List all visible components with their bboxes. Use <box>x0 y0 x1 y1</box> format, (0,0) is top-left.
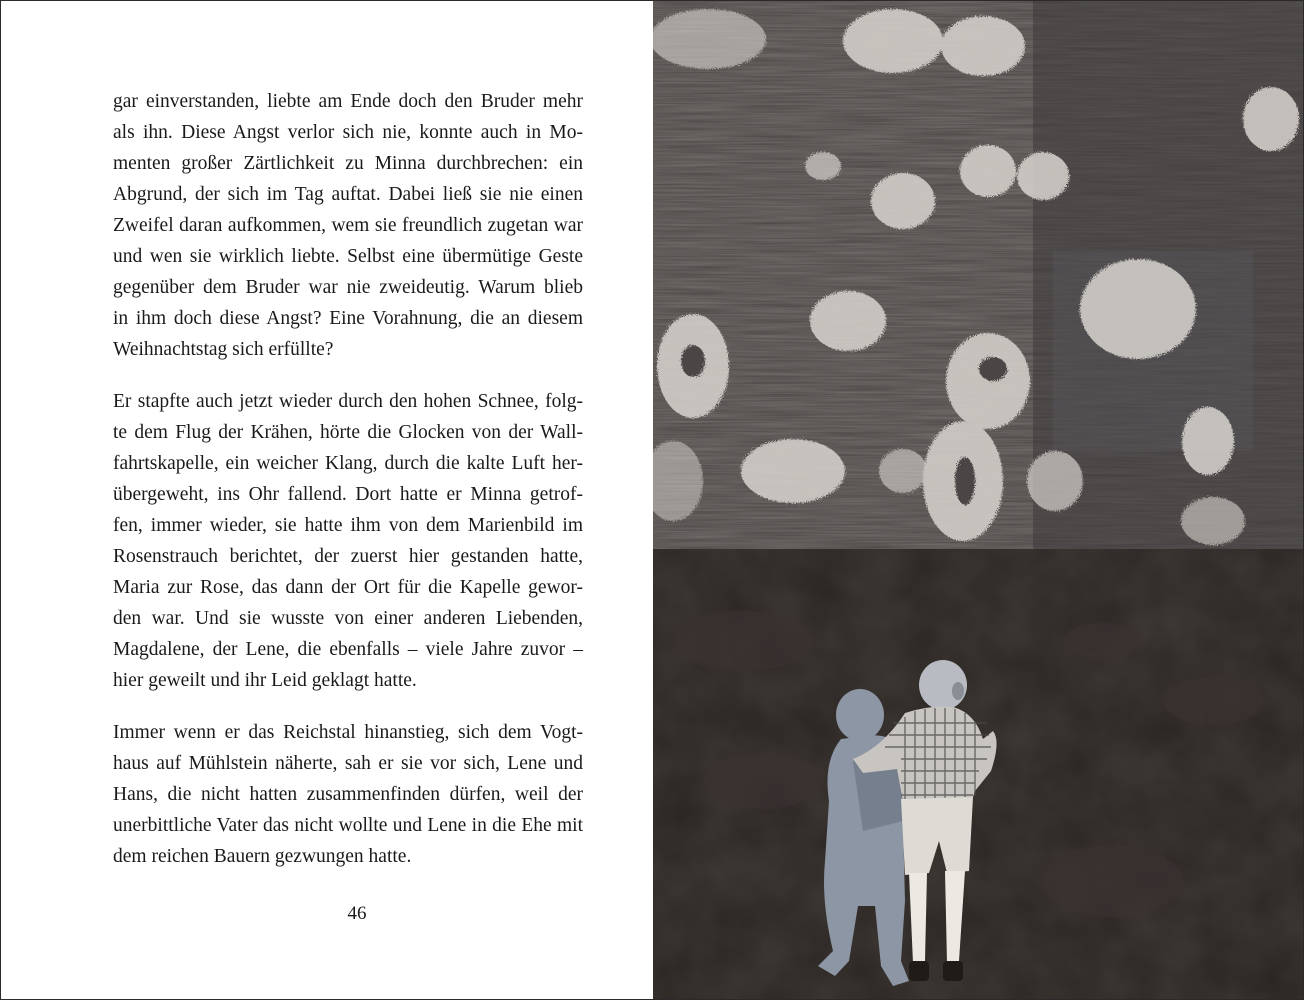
text-line: gegenüber dem Bruder war nie zweideutig. Warum blieb <box>113 277 583 298</box>
text-line: übergeweht, ins Ohr fallend. Dort hatte er Minna getrof- <box>113 484 583 505</box>
text-line: in ihm doch diese Angst? Eine Vorahnung, die an diesem <box>113 308 583 329</box>
text-line: Hans, die nicht hatten zusammenfinden dürfen, weil der <box>113 784 583 805</box>
text-line: Abgrund, der sich im Tag auftat. Dabei ließ sie nie einen <box>113 184 583 205</box>
text-line: dem reichen Bauern gezwungen hatte. <box>113 846 412 867</box>
text-line: unerbittliche Vater das nicht wollte und Lene in die Ehe mit <box>113 815 583 836</box>
text-line: und wen sie wirklich liebte. Selbst eine übermütige Geste <box>113 246 583 267</box>
text-line: den war. Und sie wusste von einer anderen Liebenden, <box>113 608 583 629</box>
text-line: gar einverstanden, liebte am Ende doch den Bruder mehr <box>113 91 583 112</box>
text-line: hier geweilt und ihr Leid geklagt hatte. <box>113 670 417 691</box>
text-line: Rosenstrauch berichtet, der zuerst hier gestanden hatte, <box>113 546 583 567</box>
collage-artwork <box>653 1 1304 1000</box>
paragraph <box>113 717 583 872</box>
text-line: fahrtskapelle, ein weicher Klang, durch die kalte Luft her- <box>113 453 583 474</box>
text-line: Weihnachtstag sich erfüllte? <box>113 339 334 360</box>
illustration <box>653 1 1304 1000</box>
page-number: 46 <box>347 903 367 924</box>
text-line: fen, immer wieder, sie hatte ihm von dem Marienbild im <box>113 515 583 536</box>
text-line: haus auf Mühlstein näherte, sah er sie vor sich, Lene und <box>113 753 583 774</box>
paragraph <box>113 386 583 696</box>
text-line: Zweifel daran aufkommen, wem sie freundlich zugetan war <box>113 215 583 236</box>
text-line: Immer wenn er das Reichstal hinanstieg, sich dem Vogt- <box>113 722 583 743</box>
text-line: menten großer Zärtlichkeit zu Minna durchbrechen: ein <box>113 153 583 174</box>
text-line: Er stapfte auch jetzt wieder durch den hohen Schnee, folg- <box>113 391 583 412</box>
left-page <box>1 1 653 1000</box>
text-line: te dem Flug der Krähen, hörte die Glocken von der Wall- <box>113 422 583 443</box>
text-line: als ihn. Diese Angst verlor sich nie, konnte auch in Mo- <box>113 122 583 143</box>
text-line: Maria zur Rose, das dann der Ort für die Kapelle gewor- <box>113 577 583 598</box>
paragraph <box>113 86 583 365</box>
text-line: Magdalene, der Lene, die ebenfalls – viele Jahre zuvor – <box>113 639 583 660</box>
